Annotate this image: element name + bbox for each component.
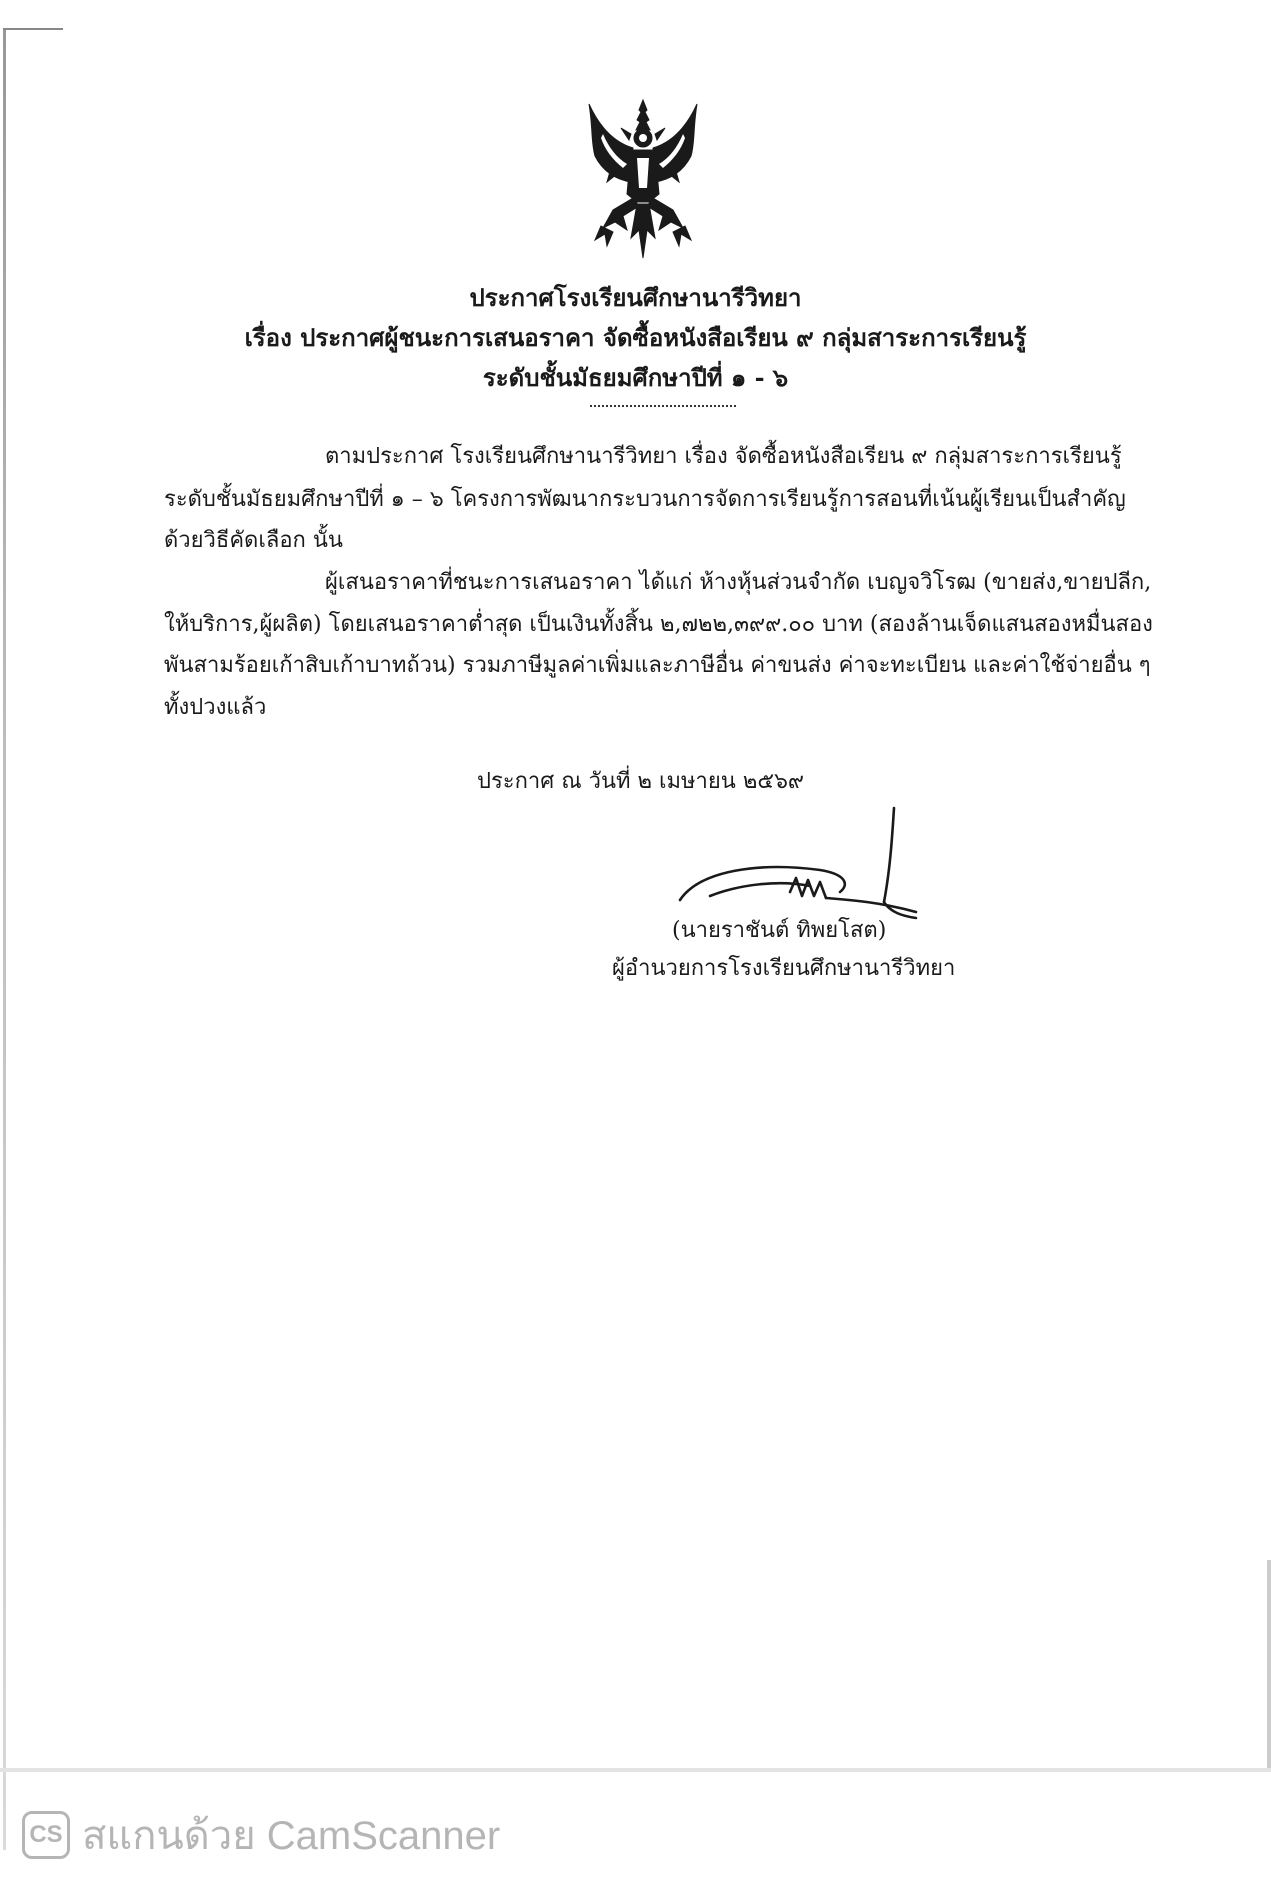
paragraph-2-line: ทั้งปวงแล้ว xyxy=(164,695,267,720)
document-level: ระดับชั้นมัธยมศึกษาปีที่ ๑ - ๖ xyxy=(482,363,789,392)
watermark-text: สแกนด้วย CamScanner xyxy=(82,1814,501,1858)
page-edge-right xyxy=(1267,1560,1271,1770)
signer-name: (นายราชันต์ ทิพยโสต) xyxy=(672,918,887,943)
paragraph-2-line: ผู้เสนอราคาที่ชนะการเสนอราคา ได้แก่ ห้างหุ้นส่วนจำกัด เบญจวิโรฒ (ขายส่ง,ขายปลีก, xyxy=(325,570,1152,595)
paragraph-1-line: ระดับชั้นมัธยมศึกษาปีที่ ๑ – ๖ โครงการพัฒนากระบวนการจัดการเรียนรู้การสอนที่เน้นผู้เรียนเป็นสำคัญ xyxy=(164,487,1126,512)
document-title: ประกาศโรงเรียนศึกษานารีวิทยา xyxy=(469,283,802,312)
announce-date: ประกาศ ณ วันที่ ๒ เมษายน ๒๕๖๙ xyxy=(477,769,805,794)
page-edge-bottom xyxy=(0,1768,1271,1772)
document-subject: เรื่อง ประกาศผู้ชนะการเสนอราคา จัดซื้อหนังสือเรียน ๙ กลุ่มสาระการเรียนรู้ xyxy=(244,323,1027,352)
page-edge-top xyxy=(3,28,63,30)
camscanner-watermark xyxy=(22,1808,500,1862)
paragraph-1-line: ตามประกาศ โรงเรียนศึกษานารีวิทยา เรื่อง จัดซื้อหนังสือเรียน ๙ กลุ่มสาระการเรียนรู้ xyxy=(325,444,1122,469)
paragraph-1-line: ด้วยวิธีคัดเลือก นั้น xyxy=(164,528,343,553)
paragraph-2-line: พันสามร้อยเก้าสิบเก้าบาทถ้วน) รวมภาษีมูลค่าเพิ่มและภาษีอื่น ค่าขนส่ง ค่าจะทะเบียน และค่าใช้จ่ายอื่น ๆ xyxy=(164,653,1151,678)
signature xyxy=(670,800,950,930)
camscanner-logo-icon: CS xyxy=(22,1811,70,1859)
garuda-emblem-icon xyxy=(583,98,703,260)
title-separator xyxy=(590,405,736,407)
signer-position: ผู้อำนวยการโรงเรียนศึกษานารีวิทยา xyxy=(612,956,956,981)
paragraph-2-line: ให้บริการ,ผู้ผลิต) โดยเสนอราคาต่ำสุด เป็นเงินทั้งสิ้น ๒,๗๒๒,๓๙๙.๐๐ บาท (สองล้านเจ็ดแสนสองหมื่นสอง xyxy=(164,612,1153,637)
